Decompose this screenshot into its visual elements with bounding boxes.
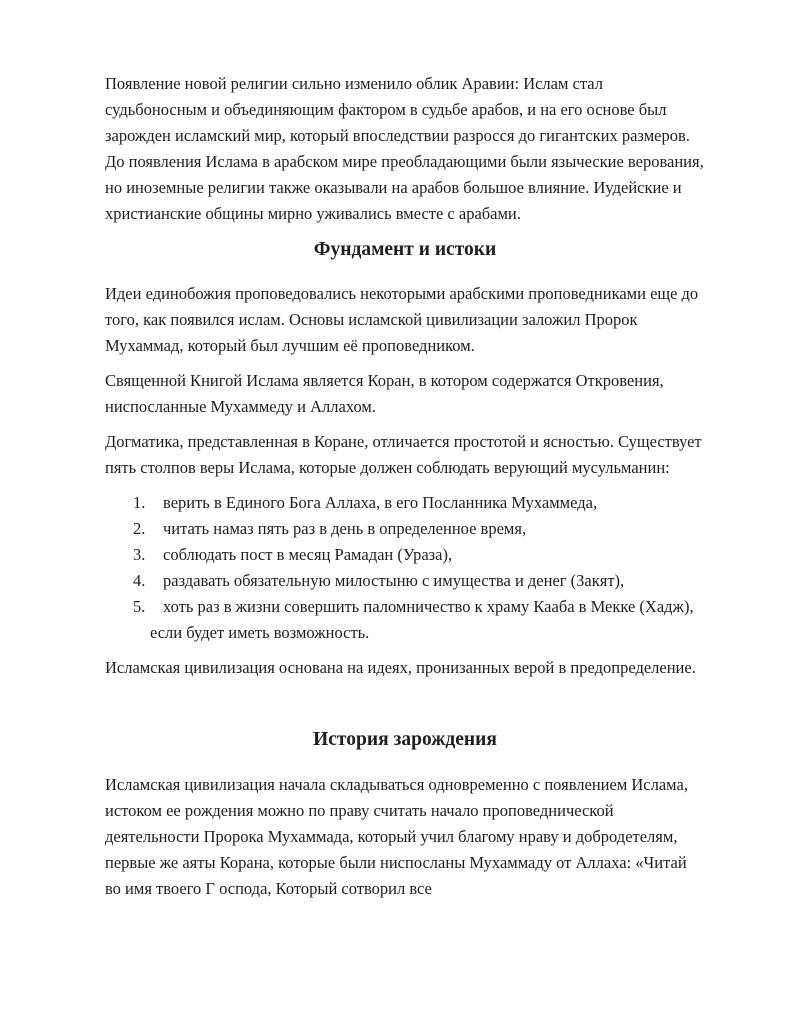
list-item [105,490,705,516]
list-item-text: хоть раз в жизни совершить паломничество к храму Кааба в Мекке (Хадж), если будет иметь возможность. [150,597,694,642]
list-item-text: верить в Единого Бога Аллаха, в его Посланника Мухаммеда, [163,493,598,512]
five-pillars-list [105,490,705,646]
paragraph-intro: Появление новой религии сильно изменило облик Аравии: Ислам стал судьбоносным и объединяющим фактором в судьбе арабов, и на его основе был зарожден исламский мир, который впоследствии разросся до гигантских размеров. До появления Ислама в арабском мире преобладающими были языческие верования, но иноземные религии также оказывали на арабов большое влияние. Иудейские и христианские общины мирно уживались вместе с арабами. [105,74,704,223]
list-item-text: читать намаз пять раз в день в определенное время, [163,519,527,538]
list-item-text: раздавать обязательную милостыню с имущества и денег (Закят), [163,571,625,590]
list-item [105,594,705,646]
list-item [105,568,705,594]
list-item-marker: 5. [133,597,146,616]
section-heading-history: История зарождения [313,729,497,750]
list-item-marker: 3. [133,545,146,564]
list-item-marker: 4. [133,571,146,590]
list-item-text: соблюдать пост в месяц Рамадан (Ураза), [163,545,453,564]
paragraph-quran: Священной Книгой Ислама является Коран, в котором содержатся Откровения, ниспосланные Мухаммеду и Аллахом. [105,371,664,416]
paragraph-predestination: Исламская цивилизация основана на идеях, пронизанных верой в предопределение. [105,658,696,677]
list-item [105,542,705,568]
list-item [105,516,705,542]
paragraph-origin: Исламская цивилизация начала складываться одновременно с появлением Ислама, истоком ее рождения можно по праву считать начало проповеднической деятельности Пророка Мухаммада, который учил благому нраву и добродетелям, первые же аяты Корана, которые были ниспосланы Мухаммаду от Аллаха: «Читай во имя твоего Г оспода, Который сотворил все [105,775,688,898]
paragraph-monotheism: Идеи единобожия проповедовались некоторыми арабскими проповедниками еще до того, как появился ислам. Основы исламской цивилизации заложил Пророк Мухаммад, который был лучшим её проповедником. [105,284,699,355]
paragraph-dogma: Догматика, представленная в Коране, отличается простотой и ясностью. Существует пять столпов веры Ислама, которые должен соблюдать верующий мусульманин: [105,432,702,477]
section-heading-foundation: Фундамент и истоки [313,239,497,260]
list-item-marker: 1. [133,493,146,512]
list-item-marker: 2. [133,519,146,538]
